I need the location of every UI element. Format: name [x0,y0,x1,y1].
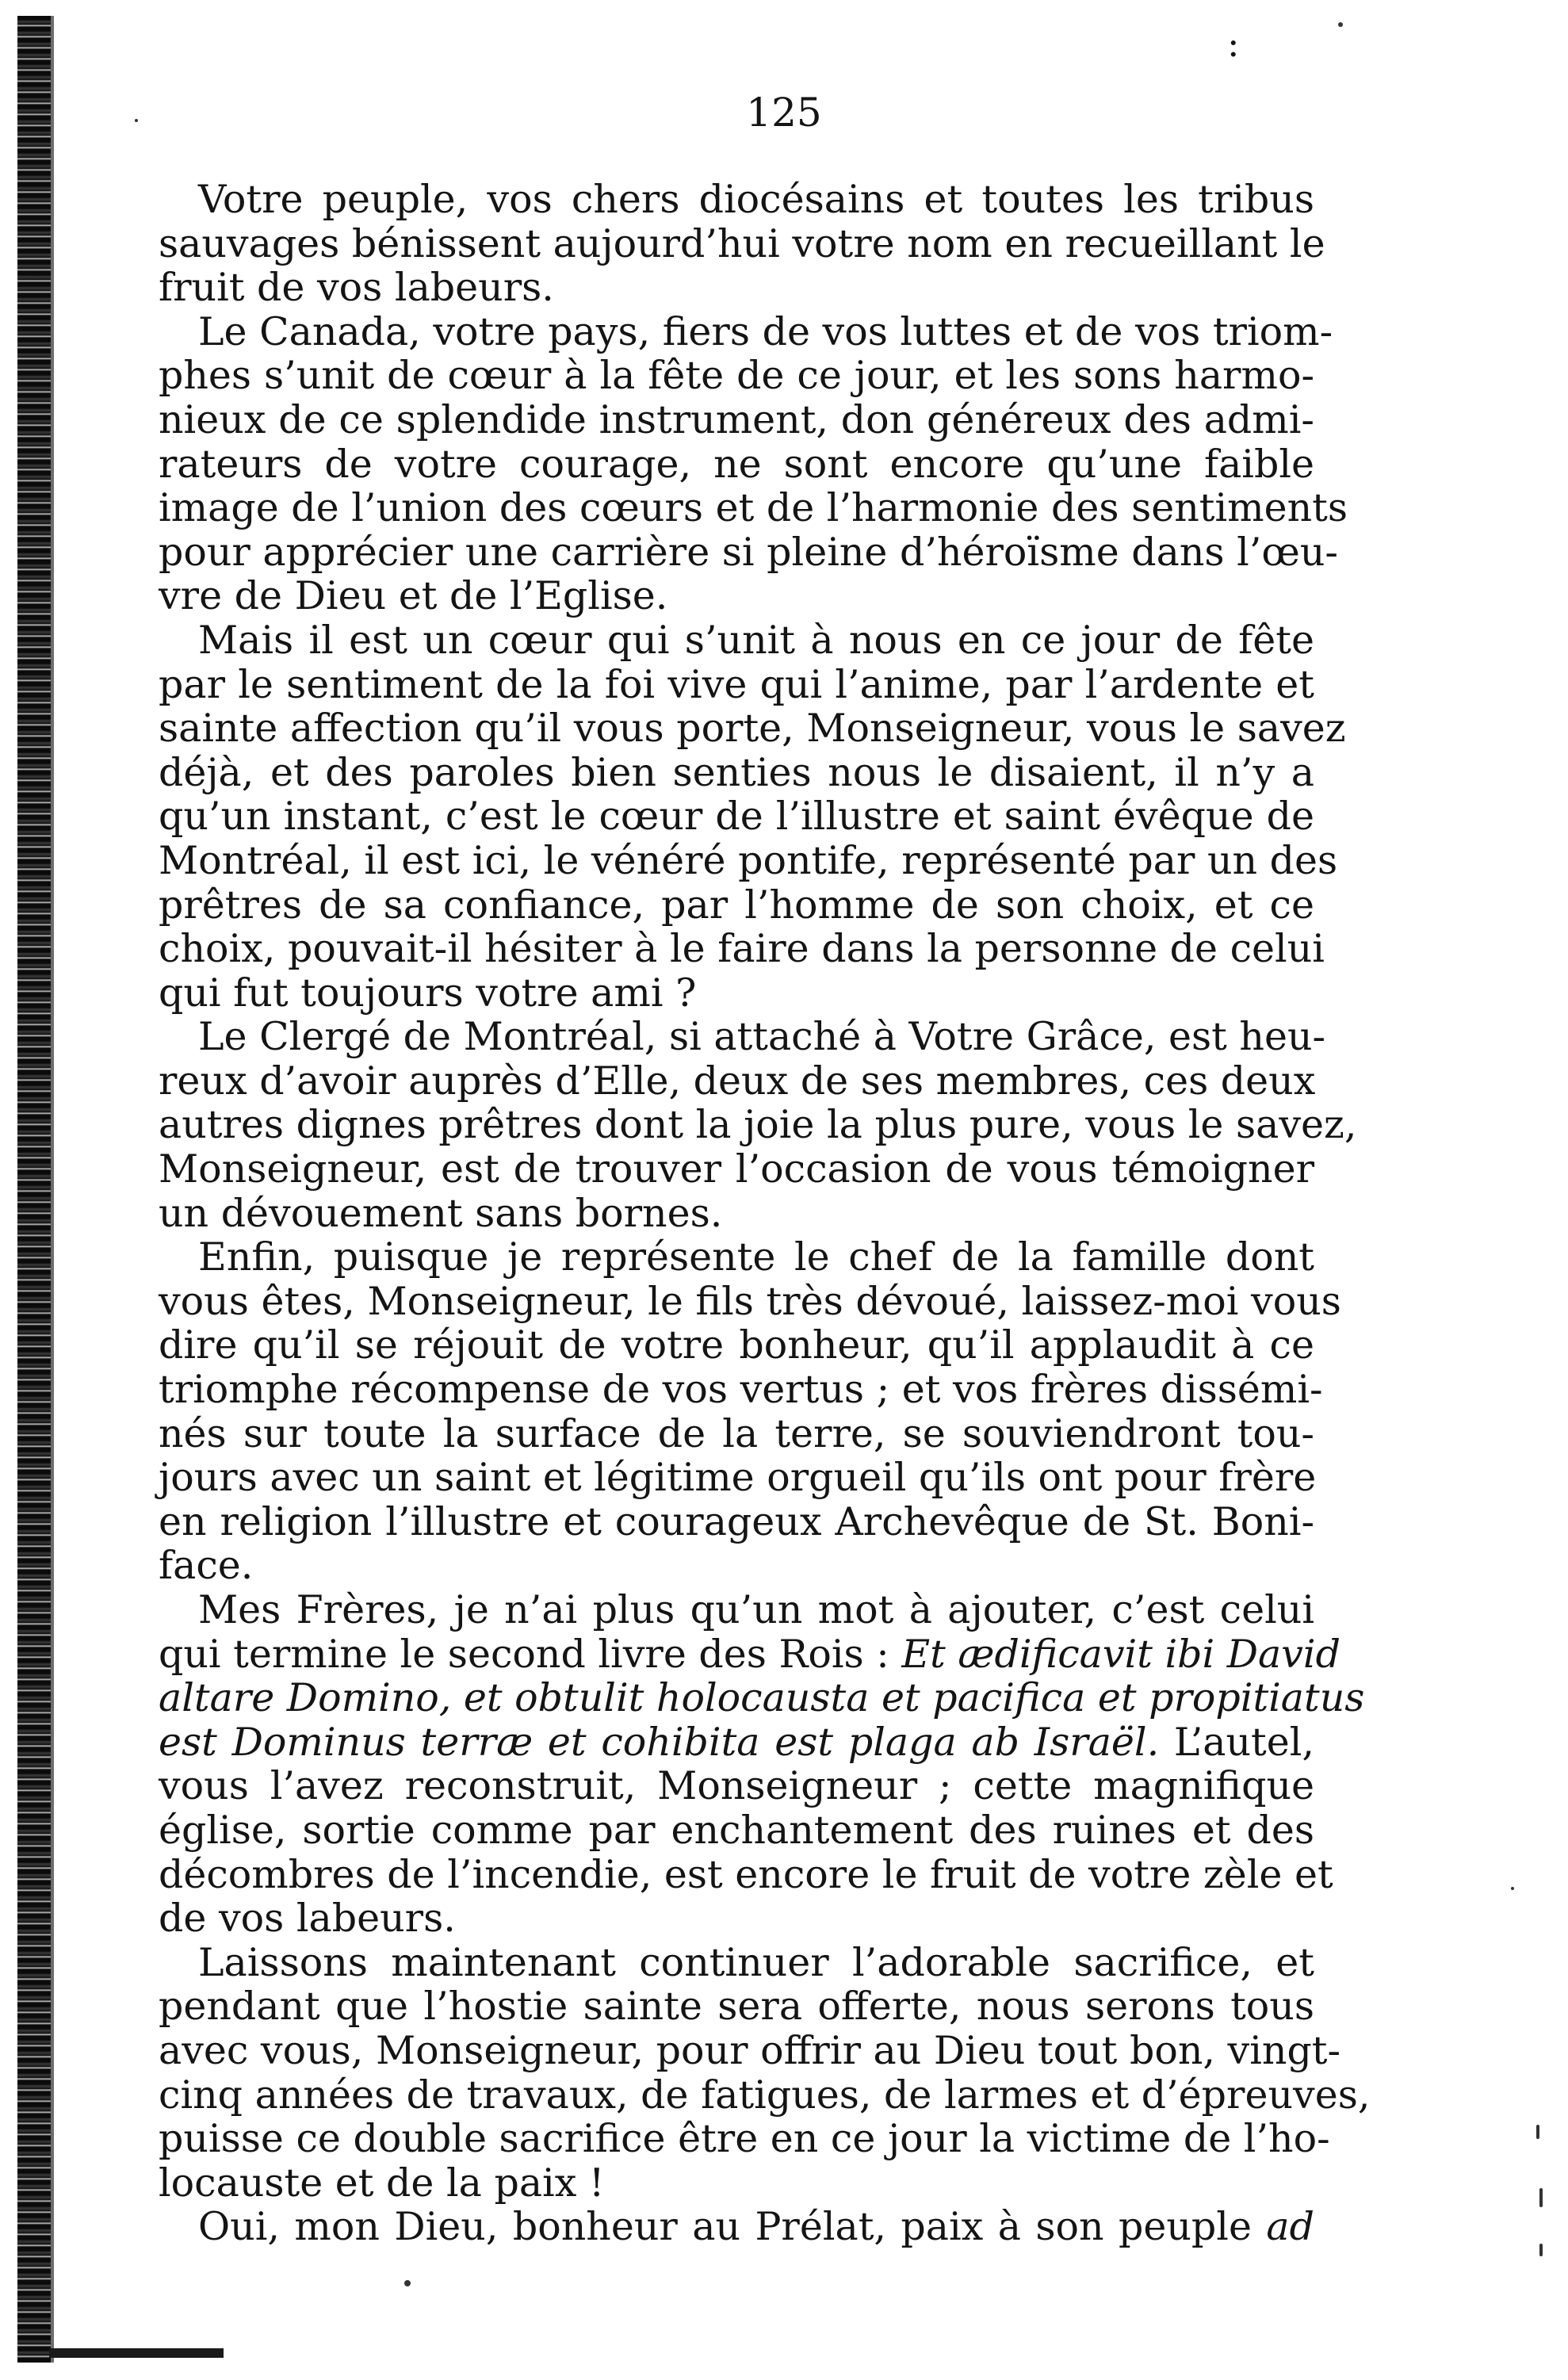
print-speck [1539,2188,1543,2207]
text-line [159,971,1314,1016]
print-speck [1338,22,1343,27]
text-run: église, sortie comme par enchantement des ruines et des [159,1807,1314,1853]
text-line [159,751,1314,795]
text-run: sauvages bénissent aujourd’hui votre nom en recueillant le [159,220,1325,266]
text-run: Le Clergé de Montréal, si attaché à Votre Grâce, est heu- [198,1014,1326,1060]
text-line [159,1412,1314,1456]
text-line [159,2027,1341,2073]
print-speck [1536,2125,1539,2139]
text-line [159,574,1314,618]
text-run: pendant que l’hostie sainte sera offerte, nous serons tous [159,1984,1314,2030]
text-line [159,2205,1314,2249]
page-number: 125 [746,90,822,136]
text-line [159,2116,1330,2162]
text-run: pour apprécier une carrière si pleine d’héroïsme dans l’œu- [159,529,1338,575]
text-line [159,663,1314,707]
print-speck [404,2280,411,2286]
book-spine-edge [17,16,52,2363]
text-line [159,1235,1314,1280]
text-run: vous êtes, Monseigneur, le fils très dévoué, laissez-moi vous [159,1278,1341,1324]
text-run: Le Canada, votre pays, fiers de vos luttes et de vos triom- [198,308,1333,354]
text-line [159,1500,1314,1544]
text-run: L’autel, [1159,1719,1314,1765]
text-line [159,1278,1341,1324]
text-line [159,1808,1314,1853]
text-line [159,926,1325,972]
text-line [159,1851,1333,1897]
text-line [159,266,1314,310]
text-line [159,1588,1314,1632]
text-run: décombres de l’incendie, est encore le fruit de votre zèle et [159,1851,1333,1897]
text-line [159,1764,1314,1808]
text-line [159,1675,1365,1721]
text-run: autres dignes prêtres dont la joie la plus pure, vous le savez, [159,1102,1357,1148]
text-line [159,529,1338,575]
text-run: reux d’avoir auprès d’Elle, deux de ses membres, ces deux [159,1058,1316,1104]
text-line [159,220,1325,266]
text-line [159,308,1333,354]
text-run: fruit de vos labeurs. [159,265,554,311]
text-run: par le sentiment de la foi vive qui l’anime, par l’ardente et [159,661,1314,707]
text-line [159,1544,1314,1588]
text-line [159,706,1346,752]
text-run: phes s’unit de cœur à la fête de ce jour, et les sons harmo- [159,353,1314,399]
page-corner-shadow [49,2348,224,2358]
print-speck [1511,1887,1514,1890]
text-run: nieux de ce splendide instrument, don généreux des admi- [159,396,1314,442]
text-run: face. [159,1543,254,1589]
text-run: Mes Frères, je n’ai plus qu’un mot à ajouter, c’est celui [198,1587,1314,1632]
text-line [159,1631,1340,1677]
italic-text: est Dominus terræ et cohibita est plaga ab Israël. [159,1719,1160,1765]
text-run: dire qu’il se réjouit de votre bonheur, qu’il applaudit à ce [159,1322,1314,1368]
italic-text: ad [1266,2204,1314,2250]
text-line [159,1455,1317,1501]
text-run: Mais il est un cœur qui s’unit à nous en ce jour de fête [198,617,1314,663]
text-run: sainte affection qu’il vous porte, Monseigneur, vous le savez [159,706,1346,752]
italic-text: Et ædificavit ibi David [901,1631,1340,1677]
text-line [159,1059,1314,1104]
text-run: locauste et de la paix ! [159,2160,605,2206]
text-run: Laissons maintenant continuer l’adorable sacrifice, et [198,1939,1314,1985]
text-run: qui fut toujours votre ami ? [159,970,697,1016]
text-run: puisse ce double sacrifice être en ce jour la victime de l’ho- [159,2116,1330,2162]
text-run: de vos labeurs. [159,1896,456,1942]
text-run: avec vous, Monseigneur, pour offrir au Dieu tout bon, vingt- [159,2027,1341,2073]
text-run: un dévouement sans bornes. [159,1190,723,1236]
text-line [159,2072,1371,2118]
text-line [159,1192,1314,1236]
text-run: qu’un instant, c’est le cœur de l’illustre et saint évêque de [159,794,1314,840]
text-line [159,398,1314,442]
text-line [159,2161,1314,2206]
text-line [159,1896,1314,1941]
text-line [159,354,1314,398]
text-run: Montréal, il est ici, le vénéré pontife, représenté par un des [159,837,1338,883]
text-run: nés sur toute la surface de la terre, se souviendront tou- [159,1410,1314,1456]
text-line [159,883,1314,928]
text-line [159,1984,1314,2029]
text-line [159,1147,1314,1192]
text-run: qui termine le second livre des Rois : [159,1631,902,1677]
spine-shadow [51,16,54,2363]
text-line [159,1367,1323,1413]
text-line [159,1720,1314,1765]
text-line [159,442,1314,487]
text-run: vous l’avez reconstruit, Monseigneur ; cette magnifique [159,1763,1314,1809]
text-run: vre de Dieu et de l’Eglise. [159,573,668,619]
text-line [159,1102,1357,1148]
text-line [159,1941,1314,1985]
text-run: cinq années de travaux, de fatigues, de larmes et d’épreuves, [159,2072,1371,2118]
text-line [159,1323,1314,1368]
body-text [159,177,1371,2250]
print-speck [1539,2244,1543,2256]
text-line [159,485,1348,531]
corner-mark: : [1227,22,1240,65]
text-run: Enfin, puisque je représente le chef de la famille dont [198,1234,1314,1280]
text-run: Votre peuple, vos chers diocésains et toutes les tribus [198,177,1314,222]
text-line [159,618,1314,663]
text-line [159,1014,1326,1060]
italic-text: altare Domino, et obtulit holocausta et pacifica et propitiatus [159,1675,1365,1721]
text-run: prêtres de sa confiance, par l’homme de son choix, et ce [159,882,1314,928]
text-run: rateurs de votre courage, ne sont encore qu’une faible [159,441,1314,487]
text-run: Oui, mon Dieu, bonheur au Prélat, paix à son peuple [198,2204,1267,2250]
text-line [159,794,1314,839]
text-run: image de l’union des cœurs et de l’harmonie des sentiments [159,485,1348,531]
text-run: déjà, et des paroles bien senties nous le disaient, il n’y a [159,749,1314,795]
text-run: choix, pouvait-il hésiter à le faire dans la personne de celui [159,926,1325,972]
text-run: jours avec un saint et légitime orgueil qu’ils ont pour frère [159,1455,1317,1501]
text-line [159,178,1314,222]
text-run: triomphe récompense de vos vertus ; et vos frères dissémi- [159,1367,1323,1413]
text-run: Monseigneur, est de trouver l’occasion de vous témoigner [159,1146,1314,1192]
text-line [159,837,1338,883]
text-run: en religion l’illustre et courageux Archevêque de St. Boni- [159,1498,1314,1544]
